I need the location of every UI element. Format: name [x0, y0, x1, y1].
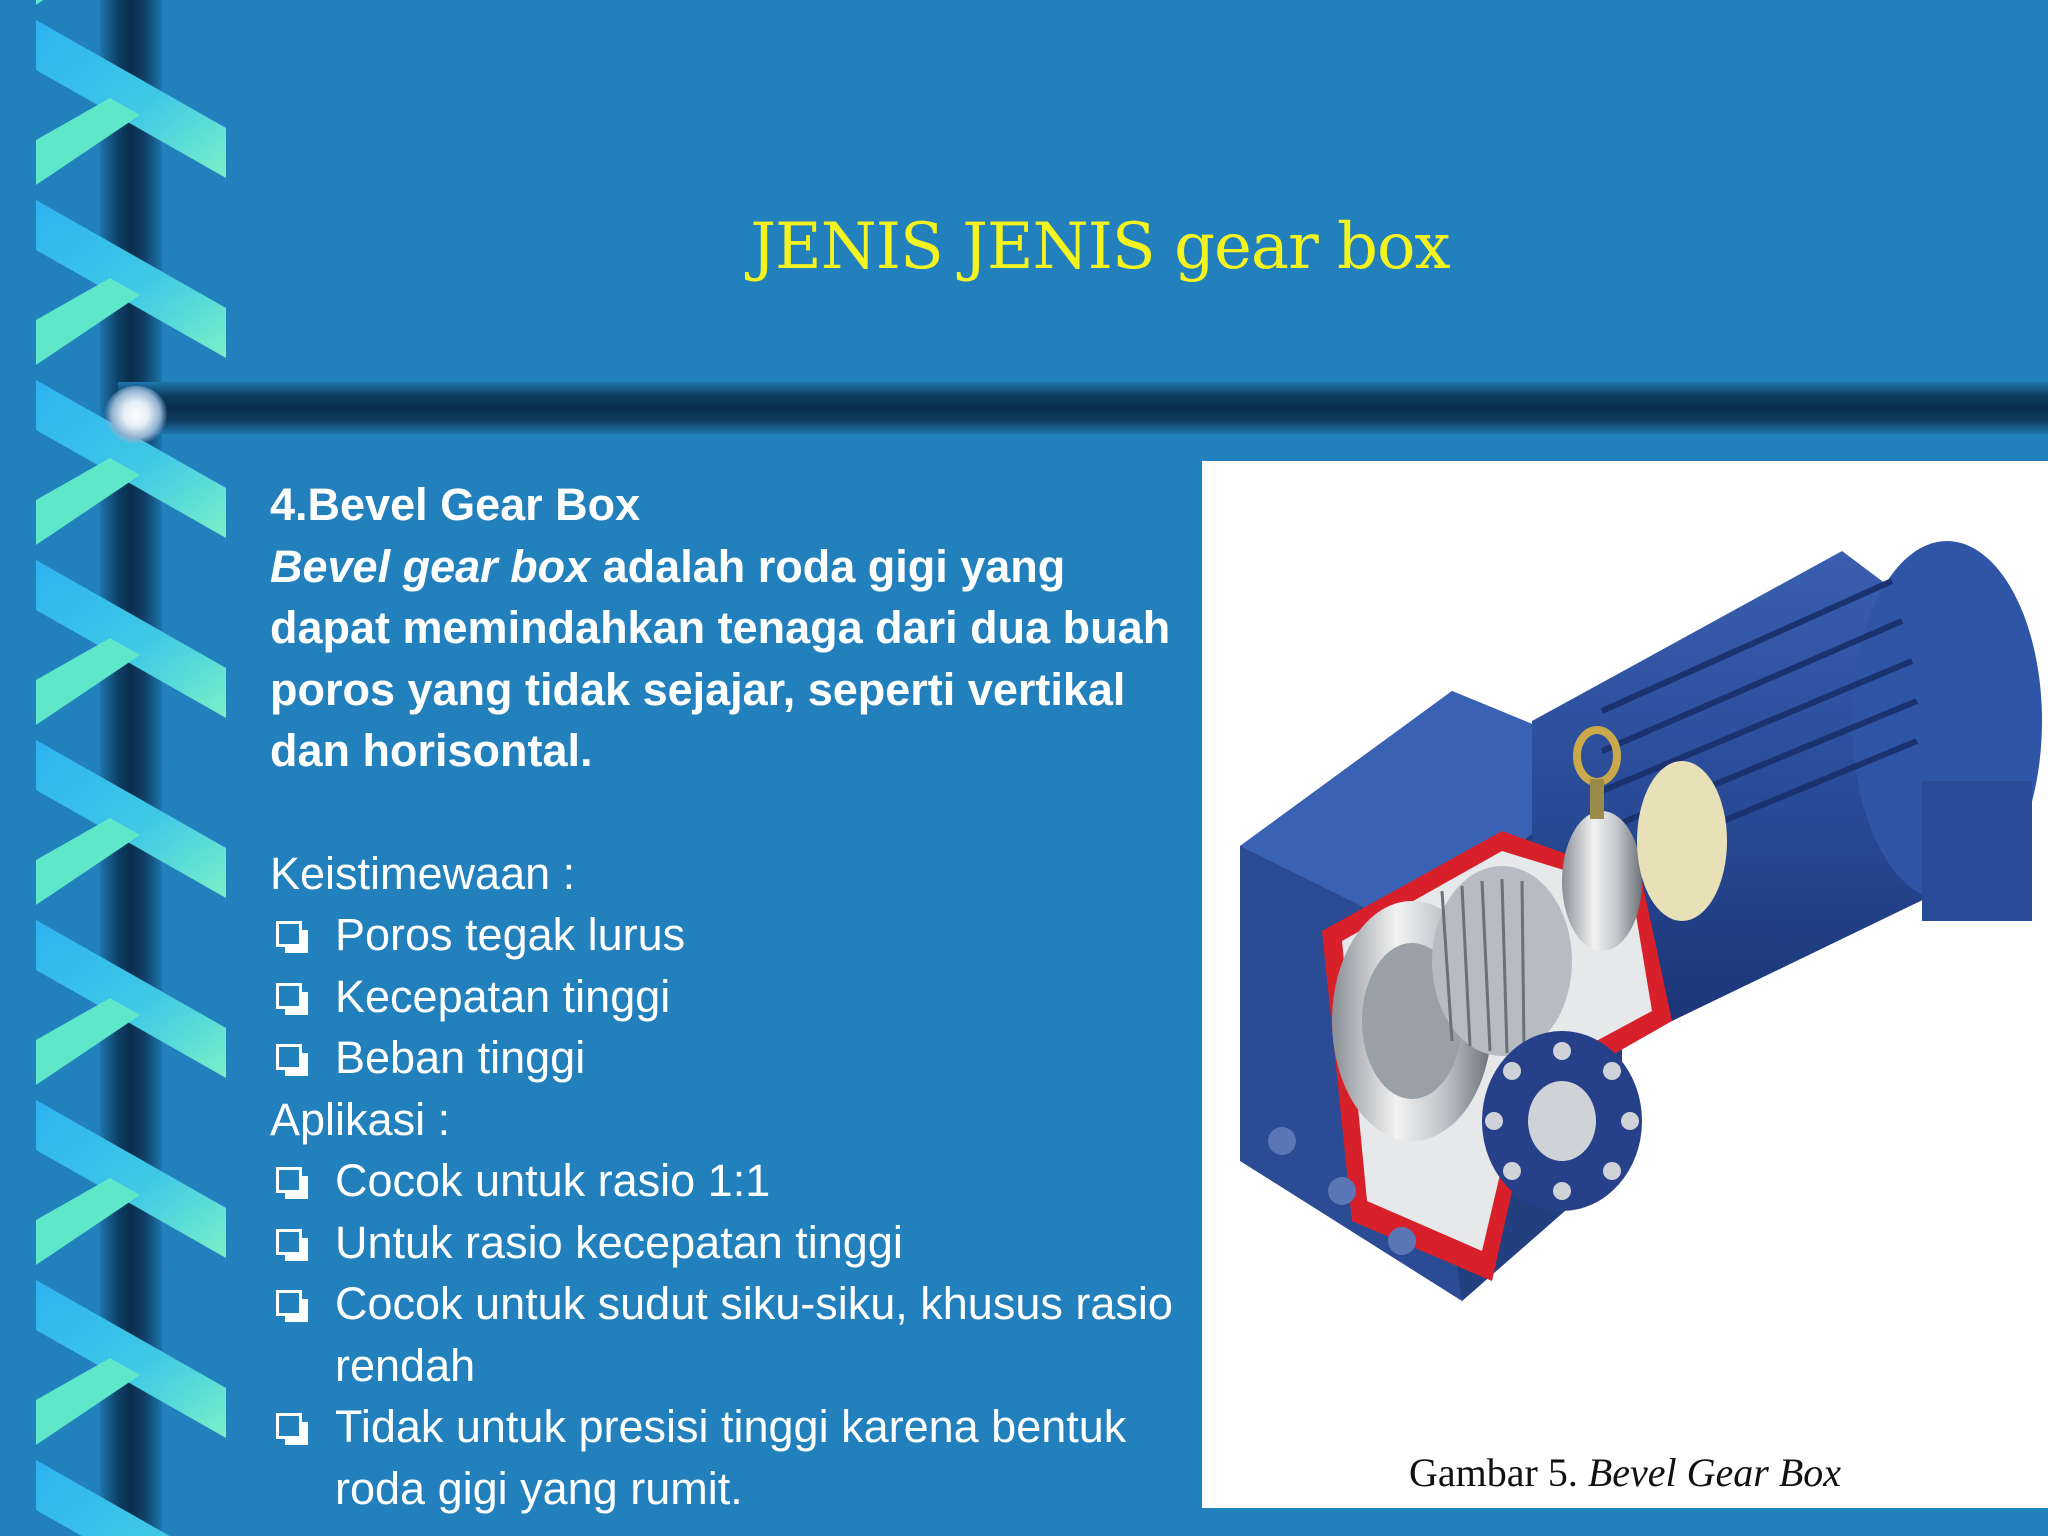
- checkbox-bullet-icon: [276, 1290, 302, 1316]
- caption-prefix: Gambar 5.: [1408, 1450, 1588, 1495]
- checkbox-bullet-icon: [276, 1167, 302, 1193]
- checkbox-bullet-icon: [276, 1044, 302, 1070]
- application-text: Tidak untuk presisi tinggi karena bentuk roda gigi yang rumit.: [335, 1401, 1127, 1514]
- application-text: Cocok untuk sudut siku-siku, khusus rasio rendah: [335, 1278, 1173, 1391]
- intro-rest: adalah roda gigi yang dapat memindahkan tenaga dari dua buah poros yang tidak sejajar, seperti vertikal dan horisontal.: [270, 540, 1171, 776]
- content-text: [270, 474, 1190, 1519]
- list-item: [270, 1396, 1190, 1519]
- list-item: [270, 1150, 1190, 1212]
- decorative-ribbon: [0, 0, 230, 1536]
- bevel-gearbox-illustration: [1202, 461, 2048, 1441]
- checkbox-bullet-icon: [276, 1413, 302, 1439]
- gearbox-figure: [1202, 461, 2048, 1508]
- section-heading: 4.Bevel Gear Box: [270, 479, 641, 530]
- figure-caption: [1202, 1449, 2048, 1496]
- applications-label: Aplikasi :: [270, 1093, 451, 1145]
- feature-text: Poros tegak lurus: [335, 909, 686, 960]
- intro-italic: Bevel gear box: [270, 540, 591, 592]
- title-divider-bar: [118, 382, 2048, 434]
- list-item: [270, 1027, 1190, 1089]
- checkbox-bullet-icon: [276, 1229, 302, 1255]
- application-text: Untuk rasio kecepatan tinggi: [335, 1216, 903, 1268]
- intro-paragraph: [270, 536, 1190, 782]
- divider-knob: [104, 386, 168, 444]
- applications-list: [270, 1150, 1190, 1519]
- features-label: Keistimewaan :: [270, 847, 576, 899]
- caption-italic: Bevel Gear Box: [1587, 1450, 1842, 1495]
- checkbox-bullet-icon: [276, 983, 302, 1009]
- feature-text: Kecepatan tinggi: [335, 970, 671, 1022]
- list-item: [270, 1212, 1190, 1274]
- features-list: [270, 904, 1190, 1089]
- list-item: [270, 1273, 1190, 1396]
- application-text: Cocok untuk rasio 1:1: [335, 1155, 771, 1206]
- list-item: [270, 966, 1190, 1028]
- feature-text: Beban tinggi: [335, 1032, 586, 1083]
- checkbox-bullet-icon: [276, 921, 302, 947]
- slide-title: JENIS JENIS gear box: [750, 210, 1450, 284]
- list-item: [270, 904, 1190, 966]
